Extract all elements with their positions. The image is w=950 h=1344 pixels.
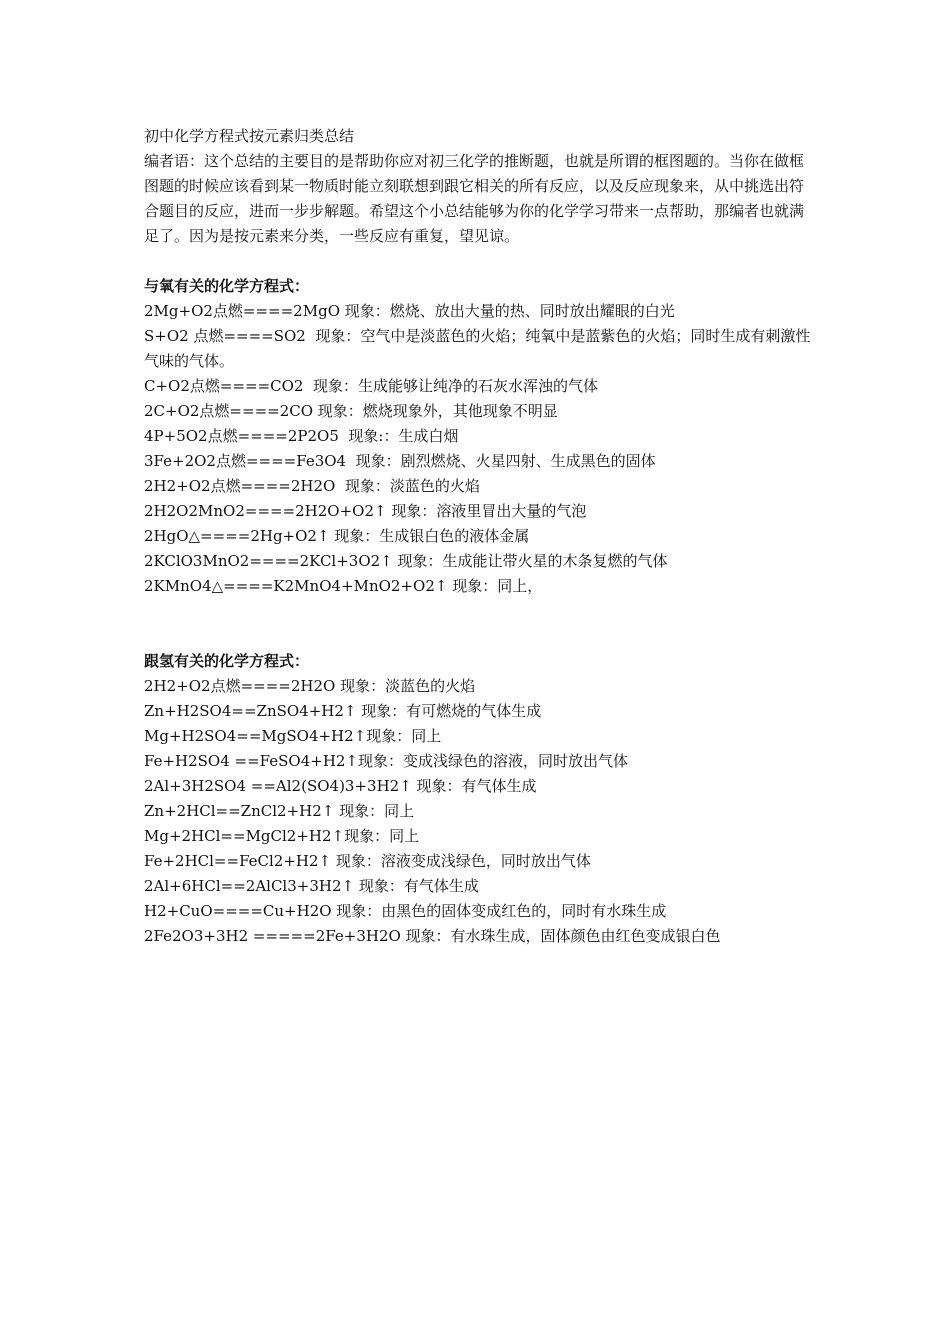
hydrogen-section-title: 跟氢有关的化学方程式：: [144, 652, 310, 670]
document-page: [144, 124, 814, 949]
equation-line: 2Fe2O3+3H2 =====2Fe+3H2O 现象：有水珠生成，固体颜色由红色变成银白色: [144, 927, 721, 945]
equation-line: Mg+H2SO4==MgSO4+H2↑现象：同上: [144, 727, 442, 745]
equation-line: Fe+2HCl==FeCl2+H2↑ 现象：溶液变成浅绿色，同时放出气体: [144, 852, 591, 870]
equation-line: 3Fe+2O2点燃====Fe3O4 现象：剧烈燃烧、火星四射、生成黑色的固体: [144, 452, 656, 470]
equation-line: 2HgO△====2Hg+O2↑ 现象：生成银白色的液体金属: [144, 527, 530, 545]
spacer: [144, 249, 814, 274]
spacer: [144, 599, 814, 649]
equation-line: 2KClO3MnO2====2KCl+3O2↑ 现象：生成能让带火星的木条复燃的气体: [144, 552, 668, 570]
oxygen-section: [144, 274, 814, 599]
editor-intro: 编者语：这个总结的主要目的是帮助你应对初三化学的推断题，也就是所谓的框图题的。当你在做框图题的时候应该看到某一物质时能立刻联想到跟它相关的所有反应，以及反应现象来，从中挑选出符合题目的反应，进而一步步解题。希望这个小总结能够为你的化学学习带来一点帮助，那编者也就满足了。因为是按元素来分类，一些反应有重复，望见谅。: [144, 152, 805, 245]
equation-line: 2H2O2MnO2====2H2O+O2↑ 现象：溶液里冒出大量的气泡: [144, 502, 587, 520]
equation-line: 2H2+O2点燃====2H2O 现象：淡蓝色的火焰: [144, 677, 476, 695]
equation-line: H2+CuO====Cu+H2O 现象：由黑色的固体变成红色的，同时有水珠生成: [144, 902, 667, 920]
equation-line: Mg+2HCl==MgCl2+H2↑现象：同上: [144, 827, 420, 845]
equation-line: 2KMnO4△====K2MnO4+MnO2+O2↑ 现象：同上，: [144, 577, 543, 595]
document-title: 初中化学方程式按元素归类总结: [144, 127, 355, 145]
equation-line: 2C+O2点燃====2CO 现象：燃烧现象外，其他现象不明显: [144, 402, 558, 420]
equation-line: 2Al+3H2SO4 ==Al2(SO4)3+3H2↑ 现象：有气体生成: [144, 777, 537, 795]
equation-line: Zn+2HCl==ZnCl2+H2↑ 现象：同上: [144, 802, 415, 820]
equation-line: Zn+H2SO4==ZnSO4+H2↑ 现象：有可燃烧的气体生成: [144, 702, 542, 720]
equation-line: 2Mg+O2点燃====2MgO 现象：燃烧、放出大量的热、同时放出耀眼的白光: [144, 302, 675, 320]
equation-line: S+O2 点燃====SO2 现象：空气中是淡蓝色的火焰；纯氧中是蓝紫色的火焰；同时生成有刺激性气味的气体。: [144, 327, 811, 370]
equation-line: 2H2+O2点燃====2H2O 现象：淡蓝色的火焰: [144, 477, 480, 495]
equation-line: 2Al+6HCl==2AlCl3+3H2↑ 现象：有气体生成: [144, 877, 479, 895]
equation-line: Fe+H2SO4 ==FeSO4+H2↑现象：变成浅绿色的溶液，同时放出气体: [144, 752, 629, 770]
oxygen-section-title: 与氧有关的化学方程式：: [144, 277, 310, 295]
equation-line: C+O2点燃====CO2 现象：生成能够让纯净的石灰水浑浊的气体: [144, 377, 599, 395]
equation-line: 4P+5O2点燃====2P2O5 现象:：生成白烟: [144, 427, 459, 445]
hydrogen-section: [144, 649, 814, 949]
